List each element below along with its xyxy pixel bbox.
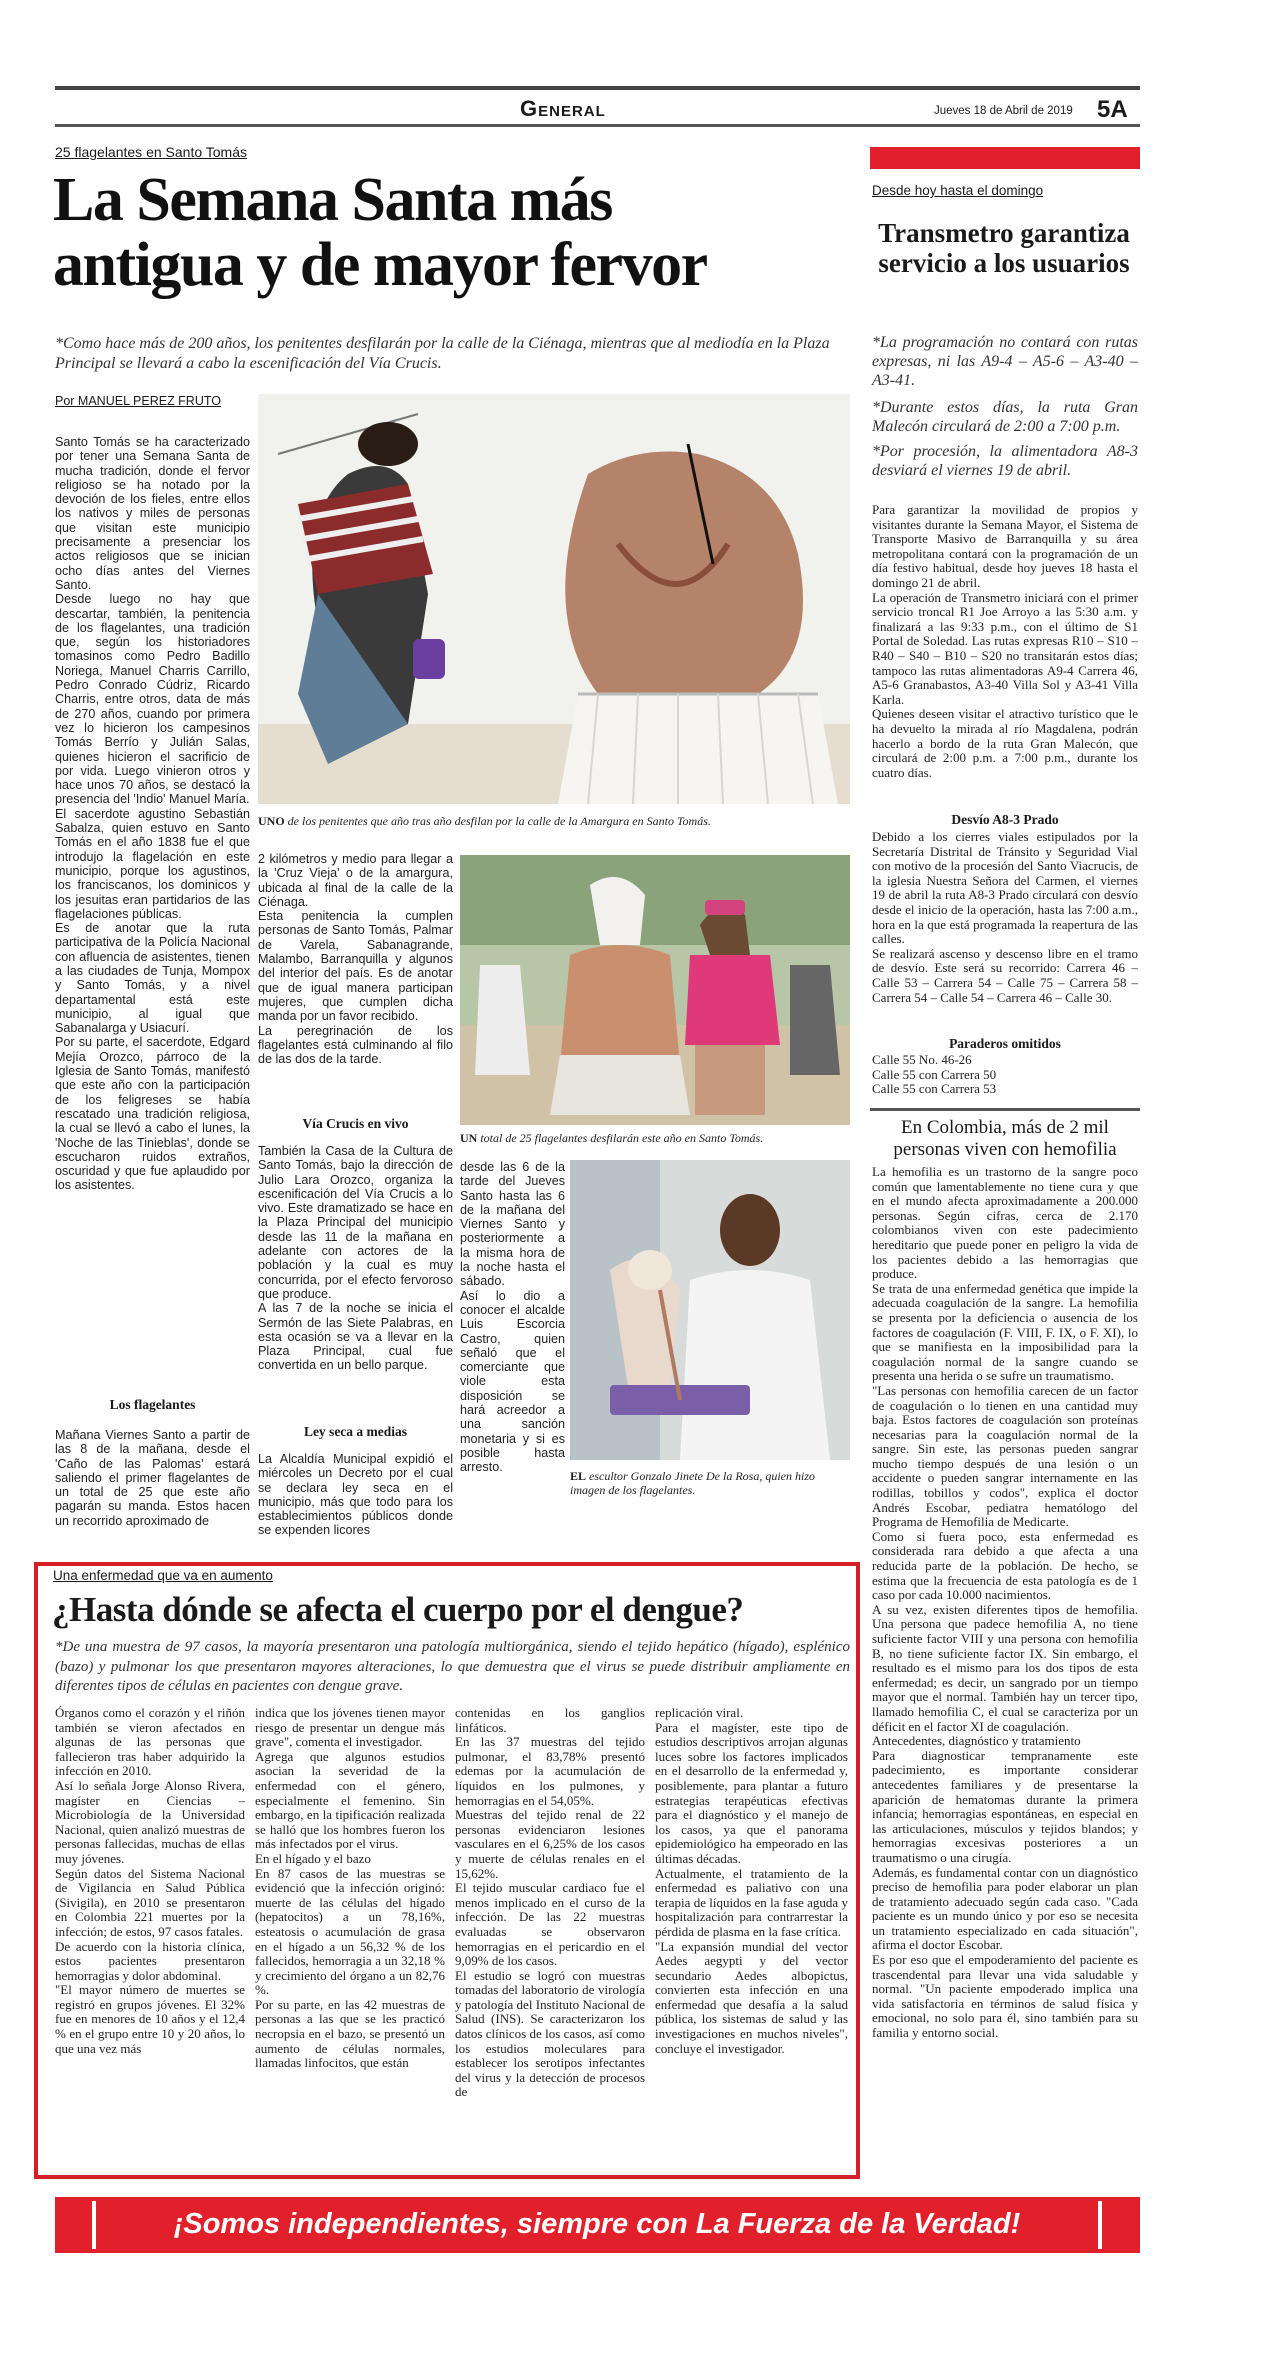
sidebar-headline: Transmetro garantiza servicio a los usuarios (878, 218, 1130, 278)
top-rule (55, 86, 1140, 90)
page-number: 5A (1097, 96, 1128, 123)
subhead-viacrucis: Vía Crucis en vivo (302, 1116, 409, 1131)
main-kicker: 25 flagelantes en Santo Tomás (55, 144, 247, 160)
caption2-lead: UN (460, 1131, 478, 1145)
sidebar-kicker: Desde hoy hasta el domingo (872, 183, 1044, 198)
main-col2-text3: La Alcaldía Municipal expidió el miércoles un Decreto por el cual se declara ley seca en el municipio, más que todo para los establecimientos públicos donde se expenden licores (258, 1452, 453, 1538)
dengue-headline: ¿Hasta dónde se afecta el cuerpo por el dengue? (52, 1590, 744, 1629)
byline: Por MANUEL PEREZ FRUTO (55, 394, 221, 408)
main-col2-text2: También la Casa de la Cultura de Santo Tomás, bajo la dirección de Julio Lara Orozco, organiza la escenificación del Vía Crucis a lo vivo. Este dramatizado se hace en la Plaza Principal del municipio desde las 11 de la mañana en adelante con actores de la población y la cual es muy concurrida, por el efecto fervoroso que produce. A las 7 de la noche se inicia el Sermón de las Siete Palabras, en esta ocasión se va a llevar en la Plaza Principal, cual fue convertida en un bello parque. (258, 1144, 453, 1373)
caption3-text: escultor Gonzalo Jinete De la Rosa, quien hizo imagen de los flagelantes. (570, 1469, 815, 1497)
main-headline-line2: antigua y de mayor fervor (53, 231, 707, 299)
dengue-col2: indica que los jóvenes tienen mayor riesgo de presentar un dengue más grave", comenta el investigador. Agrega que algunos estudios asocian la severidad de la enfermedad con el género, especialmente el femenino. Sin embargo, en la tipificación realizada se halló que los hombres fueron los más infectados por el virus. En el hígado y el bazo En 87 casos de las muestras se evidenció que la infección originó: muerte de las células del hígado (hepatocitos) a un 78,16%, esteatosis o acumulación de grasa en el hígado a un 56,32 % de los fallecidos, hemorragia a un 32,18 % y crecimiento del órgano a un 82,76 %. Por su parte, en las 42 muestras de personas a las que se les practicó necropsia en el bazo, se presentó un aumento de células normales, llamadas linfocitos, que están (255, 1706, 445, 2071)
dengue-col4: replicación viral. Para el magíster, este tipo de estudios descriptivos arrojan algunas luces sobre los factores implicados en el desarrollo de la enfermedad y, posiblemente, para plantar a futuro estrategias terapéuticas efectivas para el diagnóstico y el manejo de los casos, ya que el panorama epidemiológico ha empeorado en las últimas décadas. Actualmente, el tratamiento de la enfermedad es paliativo con una terapia de líquidos en la fase aguda y hospitalización para contrarrestar la pérdida de plasma en la fase crítica. "La expansión mundial del vector Aedes aegypti y del vector secundario Aedes albopictus, convierten esta infección en una enfermedad que desafía a la salud pública, los sistemas de salud y las investigaciones en muchos niveles", concluye el investigador. (655, 1706, 848, 2056)
hemofilia-text: La hemofilia es un trastorno de la sangre poco común que lamentablemente no tiene cura y que en el mundo afecta aproximadamente a 200.000 personas. Según cifras, cerca de 2.170 colombianos viven con este padecimiento hereditario que puede poner en peligro la vida de los pacientes debido a las hemorragias que produce. Se trata de una enfermedad genética que impide la adecuada coagulación de la sangre. La hemofilia se presenta por la deficiencia o ausencia de los factores de coagulación (F. VIII, F. IX, o F. XI), lo que se manifiesta en la imposibilidad para la coagulación normal de la sangre cuando se presenta una herida o se sufre un traumatismo. "Las personas con hemofilia carecen de un factor de coagulación o lo tienen en una cantidad muy baja. Estos factores de coagulación son proteínas necesarias para la coagulación normal de la sangre. Sin este, las personas pueden sangrar mucho tiempo después de una lesión o un accidente o pueden sangrar internamente en las rodillas, tobillos y codos", explica el doctor Andrés Escobar, pediatra hematólogo del Programa de Hemofilia de Medicarte. Como si fuera poco, esta enfermedad es considerada rara debido a que afecta a una reducida parte de la población. De hecho, se estima que la frecuencia de esta patología es de 1 caso por cada 10.000 nacimientos. A su vez, existen diferentes tipos de hemofilia. Una persona que padece hemofilia A, no tiene suficiente factor VIII y una persona con hemofilia B, no tiene suficiente factor IX. Sin embargo, el resultado es el mismo para los dos tipos de esta enfermedad; es decir, un sangrado por un tiempo mayor que el normal. También hay un tercer tipo, llamado hemofilia C, el cual se caracteriza por un déficit en el factor XI de coagulación. Antecedentes, diagnóstico y tratamiento Para diagnosticar tempranamente este padecimiento, es importante considerar antecedentes familiares y de presentarse la aparición de hematomas durante la primera infancia; hemorragias espontáneas, en especial en las articulaciones, músculos y tejidos blandos; y hemorragias excesivas posteriores a un traumatismo o una cirugía. Además, es fundamental contar con un diagnóstico preciso de hemofilia para poder elaborar un plan de tratamiento adecuado según cada caso. "Cada paciente es un mundo único y por eso se necesita un tratamiento especializado en cada situación", afirma el doctor Escobar. Es por eso que el empoderamiento del paciente es trascendental para llevar una vida saludable y normal. "Un paciente empoderado implica una vida satisfactoria en términos de salud física y emocional, no solo para él, sino también para su familia y entorno social. (872, 1165, 1138, 2041)
header-bottom-rule (55, 124, 1140, 127)
caption1-lead: UNO (258, 814, 285, 828)
section-title: General (520, 96, 606, 121)
caption-photo1 (258, 815, 850, 829)
sidebar-text1: Para garantizar la movilidad de propios y visitantes durante la Semana Mayor, el Sistema de Transporte Masivo de Barranquilla y su área metropolitana contará con la programación de un día festivo habitual, desde hoy jueves 18 hasta el domingo 21 de abril. La operación de Transmetro iniciará con el primer servicio troncal R1 Joe Arroyo a las 5:30 a.m. y finalizará a las 9:33 p.m., con el último de S1 Portal de Soledad. Las rutas expresas R10 – S10 – R40 – S40 – B10 – S20 no transitarán estos días; tampoco las rutas alimentadoras A9-4 Carrera 46, A5-6 Granabastos, A3-40 Villa Sol y A3-41 Villa Karla. Quienes deseen visitar el atractivo turístico que le ha devuelto la mirada al río Magdalena, podrán hacerlo a bordo de la ruta Gran Malecón, que circulará de 2:00 p.m. a 7:00 p.m., durante los cuatro días. (872, 503, 1138, 780)
sidebar-subhead-desvio: Desvío A8-3 Prado (951, 812, 1059, 827)
dengue-col1: Órganos como el corazón y el riñón también se vieron afectados en algunas de las personas que fallecieron tras haber adquirido la infección en 2010. Así lo señala Jorge Alonso Rivera, magíster en Ciencias – Microbiología de la Universidad Nacional, quien analizó muestras de personas fallecidas, muchas de ellas muy jóvenes. Según datos del Sistema Nacional de Vigilancia en Salud Pública (Sivigila), en 2010 se presentaron en Colombia 221 muertes por la infección; de estos, 97 casos fatales. De acuerdo con la historia clínica, estos pacientes presentaron hemorragias y dolor abdominal. "El mayor número de muertes se registró en grupos jóvenes. El 32% fue en menores de 10 años y el 12,4 % en el grupo entre 10 y 20 años, lo que una vez más (55, 1706, 245, 2056)
sidebar-subhead-paraderos: Paraderos omitidos (949, 1036, 1061, 1051)
photo-flagelante (460, 855, 850, 1125)
sidebar-divider (870, 1108, 1140, 1111)
caption-photo2 (460, 1132, 850, 1146)
sidebar-red-bar (870, 147, 1140, 169)
subhead-flagelantes: Los flagelantes (109, 1397, 196, 1412)
main-col1-text: Santo Tomás se ha caracterizado por tener una Semana Santa de mucha tradición, donde el fervor religioso se ha notado por la devoción de los fieles, entre ellos los nativos y miles de personas que visitan este municipio precisamente a presenciar los actos religiosos que se inician ocho días antes del Viernes Santo. Desde luego no hay que descartar, también, la penitencia de los flagelantes, una tradición que, según los historiadores tomasinos como Pedro Badillo Noriega, Manuel Charris Carrillo, Pedro Conrado Cúdriz, Ricardo Charris, entre otros, data de más de 270 años, cuando por primera vez lo hicieron los campesinos Tomás Berrío y Julián Salas, quienes hicieron el sacrificio de por vida. Luego vinieron otros y hace unos 70 años, se destacó la presencia del 'Indio' Manuel María. El sacerdote agustino Sebastián Sabalza, quien estuvo en Santo Tomás en el año 1838 fue el que introdujo la flagelación en este municipio, porque los agustinos, los franciscanos, los dominicos y los jesuitas eran partidarios de las flagelaciones públicas. Es de anotar que la ruta participativa de la Policía Nacional con afluencia de asistentes, tienen a las ciudades de Tunja, Mompox y Santo Tomás, y a nivel departamental está este municipio, al igual que Sabanalarga y Usiacurí. Por su parte, el sacerdote, Edgard Mejía Orozco, párroco de la Iglesia de Santo Tomás, manifestó que este año con la participación de los feligreses se había rescatado una tradición religiosa, la cual se llevó a cabo el lunes, la 'Noche de las Tinieblas', donde se escucharon ruidos extraños, oscuridad y que fue aplaudido por los asistentes. (55, 435, 250, 1193)
caption1-text: de los penitentes que año tras año desfilan por la calle de la Amargura en Santo Tomás. (284, 814, 711, 828)
caption2-text: total de 25 flagelantes desfilarán este año en Santo Tomás. (477, 1131, 764, 1145)
dengue-deck: *De una muestra de 97 casos, la mayoría presentaron una patología multiorgánica, siendo el tejido hepático (hígado), esplénico (bazo) y pulmonar los que presentaron mayores alteraciones, lo que demuestra que el virus se puede distribuir ampliamente en diferentes tipos de células en pacientes con dengue grave. (55, 1639, 850, 1694)
sidebar-deck1: *La programación no contará con rutas expresas, ni las A9-4 – A5-6 – A3-40 – A3-41. (872, 334, 1138, 389)
subhead-leyseca: Ley seca a medias (303, 1424, 408, 1439)
main-headline (53, 168, 878, 298)
main-col3-text: desde las 6 de la tarde del Jueves Santo hasta las 6 de la mañana del Viernes Santo y posteriormente a la misma hora de la noche hasta el sábado. Así lo dio a conocer el alcalde Luis Escorcia Castro, quien señaló que el comerciante que viole esta disposición se hará acreedor a una sanción monetaria y si es posible hasta arresto. (460, 1160, 565, 1475)
sidebar-paraderos: Calle 55 No. 46-26 Calle 55 con Carrera 50 Calle 55 con Carrera 53 (872, 1052, 997, 1097)
sidebar-text2: Debido a los cierres viales estipulados por la Secretaría Distrital de Tránsito y Seguridad Vial con motivo de la procesión del Santo Viacrucis, de la iglesia Nuestra Señora del Carmen, el viernes 19 de abril la ruta A8-3 Prado circulará con desvío desde el inicio de la operación, hasta las 7:00 a.m., hora en la que está programada la reapertura de las calles. Se realizará ascenso y descenso libre en el tramo de desvío. Este será su recorrido: Carrera 46 – Calle 53 – Carrera 54 – Calle 75 – Carrera 58 – Carrera 54 – Calle 54 – Carrera 46 – Calle 30. (872, 830, 1138, 1005)
sidebar-deck3: *Por procesión, la alimentadora A8-3 desviará el viernes 19 de abril. (872, 443, 1138, 479)
caption3-lead: EL (570, 1469, 587, 1483)
photo-escultor (570, 1160, 850, 1460)
footer-slogan: ¡Somos independientes, siempre con La Fuerza de la Verdad! (173, 2208, 1021, 2240)
photo-penitente (258, 394, 850, 804)
issue-date: Jueves 18 de Abril de 2019 (934, 105, 1073, 117)
main-col1-text2: Mañana Viernes Santo a partir de las 8 de la mañana, desde el 'Caño de las Palomas' estará saliendo el primer flagelantes de un total de 25 que este año pagarán su manda. Estos hacen un recorrido aproximado de (55, 1428, 250, 1528)
main-headline-line1: La Semana Santa más (53, 166, 612, 234)
main-col2-text: 2 kilómetros y medio para llegar a la 'Cruz Vieja' o de la amargura, ubicada al final de la calle de la Ciénaga. Esta penitencia la cumplen personas de Santo Tomás, Palmar de Varela, Sabanagrande, Malambo, Barranquilla y algunos del interior del país. Es de anotar que de igual manera participan mujeres, que cumplen dicha manda por un favor recibido. La peregrinación de los flagelantes está culminando al filo de las dos de la tarde. (258, 852, 453, 1067)
hemofilia-headline: En Colombia, más de 2 mil personas viven con hemofilia (893, 1117, 1117, 1160)
dengue-kicker: Una enfermedad que va en aumento (53, 1568, 273, 1583)
sidebar-deck2: *Durante estos días, la ruta Gran Malecón circulará de 2:00 a 7:00 p.m. (872, 399, 1138, 435)
dengue-col3: contenidas en los ganglios linfáticos. En las 37 muestras del tejido pulmonar, el 83,78% presentó edemas por la acumulación de líquidos en los pulmones, y hemorragias en el 54,05%. Muestras del tejido renal de 22 personas evidenciaron lesiones vasculares en el 6,25% de los casos y muerte de células renales en el 15,62%. El tejido muscular cardiaco fue el menos implicado en el curso de la infección. De las 22 muestras evaluadas se observaron hemorragias en el pericardio en el 9,09% de los casos. El estudio se logró con muestras tomadas del laboratorio de virología y patología del Instituto Nacional de Salud (INS). Se caracterizaron los datos clínicos de los casos, así como los estudios moleculares para establecer los serotipos infectantes del virus y la detección de procesos de (455, 1706, 645, 2100)
caption-photo3 (570, 1470, 850, 1497)
main-deck: *Como hace más de 200 años, los penitentes desfilarán por la calle de la Ciénaga, mientras que al mediodía en la Plaza Principal se llevará a cabo la escenificación del Vía Crucis. (55, 335, 830, 372)
